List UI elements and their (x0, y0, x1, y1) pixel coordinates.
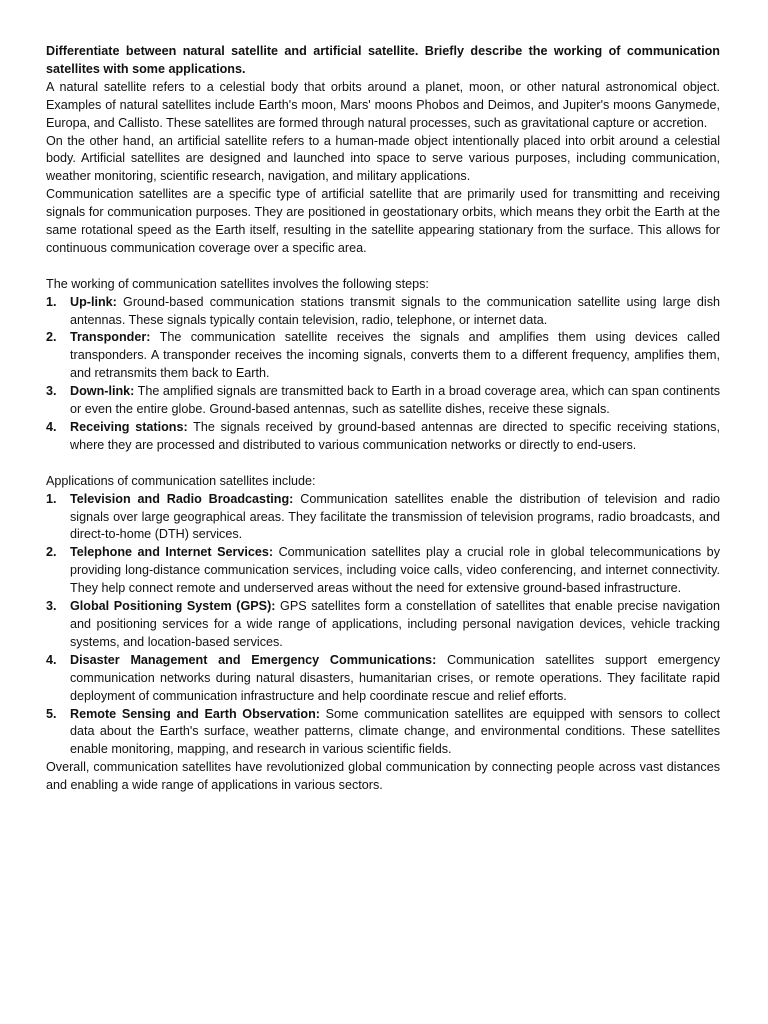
item-number: 4. (46, 420, 57, 435)
paragraph-artificial-satellite: On the other hand, an artificial satellite refers to a human-made object intentionally placed into orbit around a celestial body. Artificial satellites are designed and launched into space to serve various purposes, including communication, weather monitoring, scientific research, navigation, and military applications. (46, 133, 720, 184)
item-term: Up-link: (70, 294, 117, 309)
item-text: Communication satellites enable the distribution of television and radio signals over large geographical areas. They facilitate the transmission of television programs, radio broadcasts, and direct-to-home (DTH) services. (70, 491, 720, 542)
item-text: Communication satellites support emergency communication networks during natural disasters, humanitarian crises, or remote operations. They facilitate rapid deployment of communication infrastructure and help coordinate rescue and relief efforts. (70, 652, 720, 703)
item-number: 4. (46, 652, 57, 667)
item-text: Communication satellites play a crucial role in global telecommunications by providing long-distance communication services, including voice calls, video conferencing, and internet connectivity. They help connect remote and underserved areas without the need for extensive ground-based infrastructure. (70, 545, 720, 596)
conclusion-paragraph: Overall, communication satellites have revolutionized global communication by connecting people across vast distances and enabling a wide range of applications in various sectors. (46, 760, 720, 793)
item-number: 1. (46, 491, 57, 506)
item-number: 1. (46, 294, 57, 309)
paragraph-natural-satellite: A natural satellite refers to a celestial body that orbits around a planet, moon, or other natural astronomical object. Examples of natural satellites include Earth's moon, Mars' moons Phobos and Deimos, and Jupiter's moons Ganymede, Europa, and Callisto. These satellites are formed through natural processes, such as gravitational capture or accretion. (46, 79, 720, 130)
item-term: Transponder: (70, 330, 151, 345)
paragraph-communication-satellite: Communication satellites are a specific type of artificial satellite that are primarily used for transmitting and receiving signals for communication purposes. They are positioned in geostationary orbits, which means they orbit the Earth at the same rotational speed as the Earth itself, resulting in the satellite appearing stationary from the surface. This allows for continuous communication coverage over a specific area. (46, 187, 720, 255)
item-term: Remote Sensing and Earth Observation: (70, 706, 320, 721)
item-term: Receiving stations: (70, 420, 188, 435)
item-text: The signals received by ground-based antennas are directed to specific receiving stations, where they are processed and distributed to various communication networks or directly to end-users. (70, 420, 720, 452)
list-item (46, 544, 720, 598)
item-term: Television and Radio Broadcasting: (70, 491, 294, 506)
working-steps-list (46, 294, 720, 455)
list-item (46, 294, 720, 330)
applications-intro: Applications of communication satellites include: (46, 473, 316, 488)
item-text: GPS satellites form a constellation of satellites that enable precise navigation and positioning services for a wide range of applications, including personal navigation devices, vehicle tracking systems, and location-based services. (70, 599, 720, 649)
list-item (46, 491, 720, 545)
item-term: Global Positioning System (GPS): (70, 599, 276, 614)
item-text: Ground-based communication stations transmit signals to the communication satellite using large dish antennas. These signals typically contain television, radio, telephone, or internet data. (70, 294, 720, 327)
question-heading: Differentiate between natural satellite and artificial satellite. Briefly describe the working of communication satellites with some applications. (46, 44, 720, 76)
item-term: Down-link: (70, 384, 135, 399)
list-item (46, 329, 720, 383)
item-number: 5. (46, 706, 57, 721)
applications-list (46, 491, 720, 760)
list-item (46, 383, 720, 419)
item-text: The amplified signals are transmitted back to Earth in a broad coverage area, which can span continents or even the entire globe. Ground-based antennas, such as satellite dishes, receive these signals. (70, 384, 720, 417)
item-term: Telephone and Internet Services: (70, 545, 274, 560)
document-page (46, 43, 720, 795)
item-number: 2. (46, 330, 57, 345)
item-text: The communication satellite receives the signals and amplifies them using devices called transponders. A transponder receives the incoming signals, converts them to a different frequency, amplifies them, and retransmits them back to Earth. (70, 330, 720, 381)
item-number: 2. (46, 545, 57, 560)
list-item (46, 419, 720, 455)
blank-line (46, 258, 720, 276)
working-intro: The working of communication satellites involves the following steps: (46, 276, 429, 291)
list-item (46, 706, 720, 760)
list-item (46, 598, 720, 652)
item-term: Disaster Management and Emergency Communications: (70, 652, 437, 667)
item-text: Some communication satellites are equipped with sensors to collect data about the Earth's surface, weather patterns, climate change, and environmental conditions. These satellites enable monitoring, mapping, and research in various scientific fields. (70, 706, 720, 757)
blank-line (46, 455, 720, 473)
item-number: 3. (46, 599, 57, 614)
item-number: 3. (46, 384, 57, 399)
list-item (46, 652, 720, 706)
